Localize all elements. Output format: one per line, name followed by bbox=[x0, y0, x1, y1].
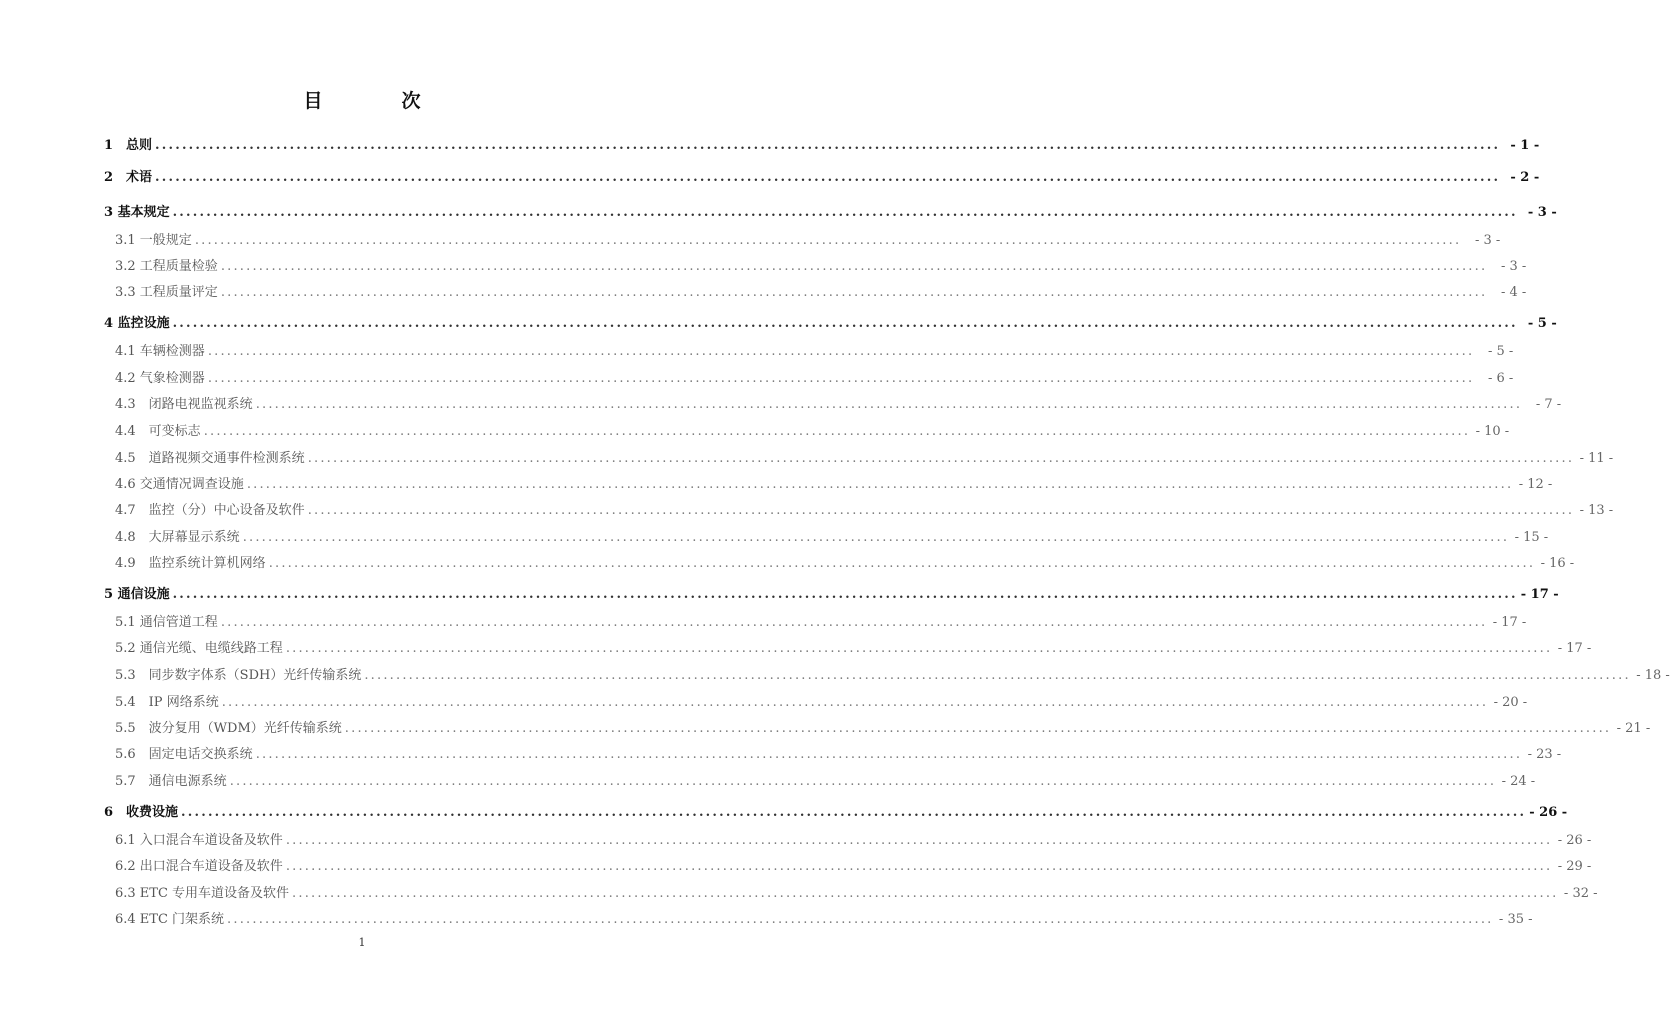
toc-leader-dots: ........................................................................................................................................................................................................ bbox=[221, 695, 1489, 710]
toc-entry-label: 3.1 一般规定 bbox=[115, 233, 192, 248]
toc-entry[interactable] bbox=[104, 639, 1592, 659]
toc-entry[interactable] bbox=[104, 554, 1575, 574]
toc-entry-page: - 23 - bbox=[1527, 747, 1562, 762]
toc-entry-label: 4.2 气象检测器 bbox=[115, 371, 205, 386]
toc-entry[interactable] bbox=[104, 884, 1598, 904]
toc-entry-label: 4.6 交通情况调查设施 bbox=[115, 477, 244, 492]
toc-leader-dots: ........................................................................................................................................................................................................ bbox=[203, 424, 1471, 439]
toc-entry[interactable] bbox=[104, 342, 1514, 362]
toc-entry[interactable] bbox=[104, 475, 1553, 495]
toc-entry-page: - 21 - bbox=[1616, 721, 1651, 736]
toc-entry-page: - 12 - bbox=[1518, 477, 1553, 492]
toc-leader-dots: ........................................................................................................................................................................................................ bbox=[220, 285, 1488, 300]
toc-entry[interactable] bbox=[104, 910, 1533, 930]
toc-leader-dots: ........................................................................................................................................................................................................ bbox=[307, 503, 1575, 518]
toc-entry[interactable] bbox=[104, 613, 1527, 633]
toc-entry-label: 5.6 固定电话交换系统 bbox=[115, 747, 253, 762]
toc-entry-label: 4.5 道路视频交通事件检测系统 bbox=[115, 451, 305, 466]
toc-entry[interactable] bbox=[104, 422, 1510, 442]
toc-leader-dots: ........................................................................................................................................................................................................ bbox=[194, 233, 1462, 248]
toc-entry-page: - 26 - bbox=[1529, 805, 1568, 820]
toc-entry-page: - 24 - bbox=[1501, 774, 1536, 789]
toc-entry-label: 5.5 波分复用（WDM）光纤传输系统 bbox=[115, 721, 342, 736]
toc-entry[interactable] bbox=[104, 501, 1614, 521]
toc-entry-label: 3.3 工程质量评定 bbox=[115, 285, 218, 300]
toc-entry-page: - 26 - bbox=[1557, 833, 1592, 848]
toc-entry-label: 3 基本规定 bbox=[104, 205, 170, 220]
toc-leader-dots: ........................................................................................................................................................................................................ bbox=[268, 556, 1536, 571]
toc-entry-page: - 35 - bbox=[1498, 912, 1533, 927]
toc-entry-page: - 17 - bbox=[1520, 587, 1559, 602]
toc-entry[interactable] bbox=[104, 369, 1514, 389]
toc-entry-page: - 11 - bbox=[1579, 451, 1614, 466]
toc-leader-dots: ........................................................................................................................................................................................................ bbox=[172, 205, 1518, 220]
toc-entry[interactable] bbox=[104, 693, 1528, 713]
toc-leader-dots: ........................................................................................................................................................................................................ bbox=[285, 641, 1553, 656]
toc-entry[interactable] bbox=[104, 528, 1549, 548]
toc-entry-label: 4.3 闭路电视监视系统 bbox=[115, 397, 253, 412]
toc-entry-page: - 5 - bbox=[1487, 344, 1514, 359]
toc-entry[interactable] bbox=[104, 585, 1559, 605]
toc-entry-page: - 32 - bbox=[1563, 886, 1598, 901]
toc-entry-page: - 3 - bbox=[1500, 259, 1527, 274]
toc-entry-page: - 10 - bbox=[1475, 424, 1510, 439]
toc-entry-label: 4.4 可变标志 bbox=[115, 424, 201, 439]
toc-leader-dots: ........................................................................................................................................................................................................ bbox=[242, 530, 1510, 545]
toc-leader-dots: ........................................................................................................................................................................................................ bbox=[285, 833, 1553, 848]
toc-entry-label: 5.4 IP 网络系统 bbox=[115, 695, 219, 710]
toc-entry-label: 1 总则 bbox=[104, 138, 153, 153]
toc-entry-label: 4.8 大屏幕显示系统 bbox=[115, 530, 240, 545]
toc-entry[interactable] bbox=[104, 395, 1562, 415]
toc-entry[interactable] bbox=[104, 136, 1540, 156]
toc-entry[interactable] bbox=[104, 803, 1568, 823]
toc-entry-page: - 17 - bbox=[1557, 641, 1592, 656]
toc-leader-dots: ........................................................................................................................................................................................................ bbox=[172, 587, 1518, 602]
toc-entry-page: - 16 - bbox=[1540, 556, 1575, 571]
toc-entry-label: 5.2 通信光缆、电缆线路工程 bbox=[115, 641, 283, 656]
toc-entry-page: - 13 - bbox=[1579, 503, 1614, 518]
toc-entry-page: - 29 - bbox=[1557, 859, 1592, 874]
toc-entry-label: 2 术语 bbox=[104, 170, 153, 185]
toc-leader-dots: ........................................................................................................................................................................................................ bbox=[364, 668, 1631, 683]
toc-leader-dots: ........................................................................................................................................................................................................ bbox=[229, 774, 1497, 789]
toc-entry-page: - 5 - bbox=[1527, 316, 1557, 331]
toc-entry[interactable] bbox=[104, 168, 1540, 188]
toc-entry[interactable] bbox=[104, 719, 1651, 739]
toc-entry-label: 6.2 出口混合车道设备及软件 bbox=[115, 859, 283, 874]
toc-entry[interactable] bbox=[104, 257, 1527, 277]
toc-entry-label: 5.3 同步数字体系（SDH）光纤传输系统 bbox=[115, 668, 362, 683]
toc-entry-page: - 3 - bbox=[1474, 233, 1501, 248]
toc-entry[interactable] bbox=[104, 831, 1592, 851]
page-number-footer: 1 bbox=[358, 936, 366, 949]
toc-leader-dots: ........................................................................................................................................................................................................ bbox=[307, 451, 1575, 466]
toc-entry-page: - 7 - bbox=[1535, 397, 1562, 412]
toc-leader-dots: ........................................................................................................................................................................................................ bbox=[255, 397, 1523, 412]
toc-entry[interactable] bbox=[104, 314, 1557, 334]
toc-leader-dots: ........................................................................................................................................................................................................ bbox=[172, 316, 1518, 331]
toc-leader-dots: ........................................................................................................................................................................................................ bbox=[181, 805, 1527, 820]
toc-entry-label: 6.1 入口混合车道设备及软件 bbox=[115, 833, 283, 848]
toc-entry-page: - 15 - bbox=[1514, 530, 1549, 545]
toc-entry-label: 6.3 ETC 专用车道设备及软件 bbox=[115, 886, 290, 901]
toc-entry[interactable] bbox=[104, 283, 1527, 303]
toc-entry-page: - 20 - bbox=[1493, 695, 1528, 710]
toc-entry-label: 6.4 ETC 门架系统 bbox=[115, 912, 225, 927]
toc-leader-dots: ........................................................................................................................................................................................................ bbox=[220, 259, 1488, 274]
toc-entry[interactable] bbox=[104, 772, 1536, 792]
toc-leader-dots: ........................................................................................................................................................................................................ bbox=[246, 477, 1514, 492]
toc-entry-page: - 17 - bbox=[1492, 615, 1527, 630]
toc-leader-dots: ........................................................................................................................................................................................................ bbox=[155, 138, 1501, 153]
toc-title: 目 次 bbox=[303, 90, 451, 112]
toc-entry-label: 6 收费设施 bbox=[104, 805, 179, 820]
toc-entry-label: 5.7 通信电源系统 bbox=[115, 774, 227, 789]
toc-entry[interactable] bbox=[104, 745, 1562, 765]
toc-leader-dots: ........................................................................................................................................................................................................ bbox=[155, 170, 1501, 185]
toc-entry-label: 4.7 监控（分）中心设备及软件 bbox=[115, 503, 305, 518]
toc-entry[interactable] bbox=[104, 666, 1670, 686]
toc-entry-label: 5 通信设施 bbox=[104, 587, 170, 602]
toc-entry-label: 5.1 通信管道工程 bbox=[115, 615, 218, 630]
toc-entry[interactable] bbox=[104, 449, 1614, 469]
toc-leader-dots: ........................................................................................................................................................................................................ bbox=[292, 886, 1559, 901]
toc-leader-dots: ........................................................................................................................................................................................................ bbox=[207, 371, 1475, 386]
toc-leader-dots: ........................................................................................................................................................................................................ bbox=[255, 747, 1523, 762]
toc-leader-dots: ........................................................................................................................................................................................................ bbox=[220, 615, 1488, 630]
toc-leader-dots: ........................................................................................................................................................................................................ bbox=[344, 721, 1612, 736]
toc-entry-page: - 6 - bbox=[1487, 371, 1514, 386]
toc-entry-page: - 2 - bbox=[1510, 170, 1540, 185]
toc-entry-label: 3.2 工程质量检验 bbox=[115, 259, 218, 274]
toc-entry-page: - 4 - bbox=[1500, 285, 1527, 300]
toc-leader-dots: ........................................................................................................................................................................................................ bbox=[285, 859, 1553, 874]
toc-entry-label: 4.1 车辆检测器 bbox=[115, 344, 205, 359]
toc-entry-page: - 18 - bbox=[1636, 668, 1670, 683]
toc-entry-page: - 1 - bbox=[1510, 138, 1540, 153]
toc-leader-dots: ........................................................................................................................................................................................................ bbox=[207, 344, 1475, 359]
toc-entry[interactable] bbox=[104, 203, 1557, 223]
toc-entry[interactable] bbox=[104, 231, 1501, 251]
toc-entry-label: 4.9 监控系统计算机网络 bbox=[115, 556, 266, 571]
toc-entry[interactable] bbox=[104, 857, 1592, 877]
toc-entry-label: 4 监控设施 bbox=[104, 316, 170, 331]
toc-entry-page: - 3 - bbox=[1527, 205, 1557, 220]
toc-leader-dots: ........................................................................................................................................................................................................ bbox=[227, 912, 1494, 927]
